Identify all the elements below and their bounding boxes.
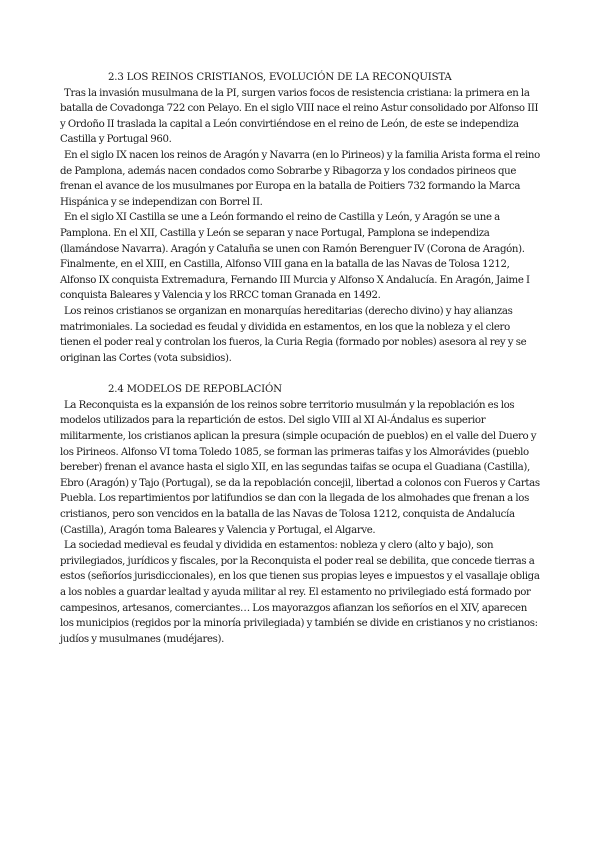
paragraph: Los reinos cristianos se organizan en monarquías hereditarias (derecho divino) y hay alianzas matrimoniales. La sociedad es feudal y dividida en estamentos, en los que la nobleza y el clero tienen el poder real y controlan los fueros, la Curia Regia (formado por nobles) asesora al rey y se originan las Cortes (vota subsidios). xyxy=(60,305,527,364)
section-heading: 2.3 LOS REINOS CRISTIANOS, EVOLUCIÓN DE LA RECONQUISTA xyxy=(108,72,452,83)
paragraph: La sociedad medieval es feudal y dividida en estamentos: nobleza y clero (alto y bajo), son privilegiados, jurídicos y fiscales, por la Reconquista el poder real se debilita, que concede tierras a estos (señoríos jurisdiccionales), en los que tienen sus propias leyes e impuestos y el vasallaje obliga a los nobles a guardar lealtad y ayuda militar al rey. El estamento no privilegiado está formado por campesinos, artesanos, comerciantes… Los mayorazgos afianzan los señoríos en el XIV, aparecen los municipios (regidos por la minoría privilegiada) y también se divide en cristianos y no cristianos: judíos y musulmanes (mudéjares). xyxy=(60,540,540,645)
paragraph: Tras la invasión musulmana de la PI, surgen varios focos de resistencia cristiana: la primera en la batalla de Covadonga 722 con Pelayo. En el siglo VIII nace el reino Astur consolidado por Alfonso III y Ordoño II traslada la capital a León convirtiéndose en el reino de León, de este se independiza Castilla y Portugal 960. xyxy=(60,87,539,146)
paragraph: En el siglo XI Castilla se une a León formando el reino de Castilla y León, y Aragón se une a Pamplona. En el XII, Castilla y León se separan y nace Portugal, Pamplona se independiza (llamándose Navarra). Aragón y Cataluña se unen con Ramón Berenguer IV (Corona de Aragón). Finalmente, en el XIII, en Castilla, Alfonso VIII gana en la batalla de las Navas de Tolosa 1212, Alfonso IX conquista Extremadura, Fernando III Murcia y Alfonso X Andalucía. En Aragón, Jaime I conquista Baleares y Valencia y los RRCC toman Granada en 1492. xyxy=(60,212,530,302)
section-modelos-repoblacion xyxy=(60,382,540,647)
paragraph: En el siglo IX nacen los reinos de Aragón y Navarra (en lo Pirineos) y la familia Arista forma el reino de Pamplona, además nacen condados como Sobrarbe y Ribagorza y los condados pirineos que frenan el avance de los musulmanes por Europa en la batalla de Poitiers 732 formando la Marca Hispánica y se independizan con Borrel II. xyxy=(60,149,540,208)
section-reinos-cristianos xyxy=(60,70,540,366)
document-body xyxy=(60,70,540,663)
section-heading: 2.4 MODELOS DE REPOBLACIÓN xyxy=(108,384,282,396)
paragraph: La Reconquista es la expansión de los reinos sobre territorio musulmán y la repoblación es los modelos utilizados para la repartición de estos. Del siglo VIII al XI Al-Ándalus es superior militarmente, los cristianos aplican la presura (simple ocupación de pueblos) en el valle del Duero y los Pirineos. Alfonso VI toma Toledo 1085, se forman las primeras taifas y los Almorávides (pueblo bereber) frenan el avance hasta el siglo XII, en las segundas taifas se ocupa el Guadiana (Castilla), Ebro (Aragón) y Tajo (Portugal), se da la repoblación concejil, libertad a colonos con Fueros y Cartas Puebla. Los repartimientos por latifundios se dan con la llegada de los almohades que frenan a los cristianos, pero son vencidos en la batalla de las Navas de Tolosa 1212, conquista de Andalucía (Castilla), Aragón toma Baleares y Valencia y Portugal, el Algarve. xyxy=(60,399,540,536)
